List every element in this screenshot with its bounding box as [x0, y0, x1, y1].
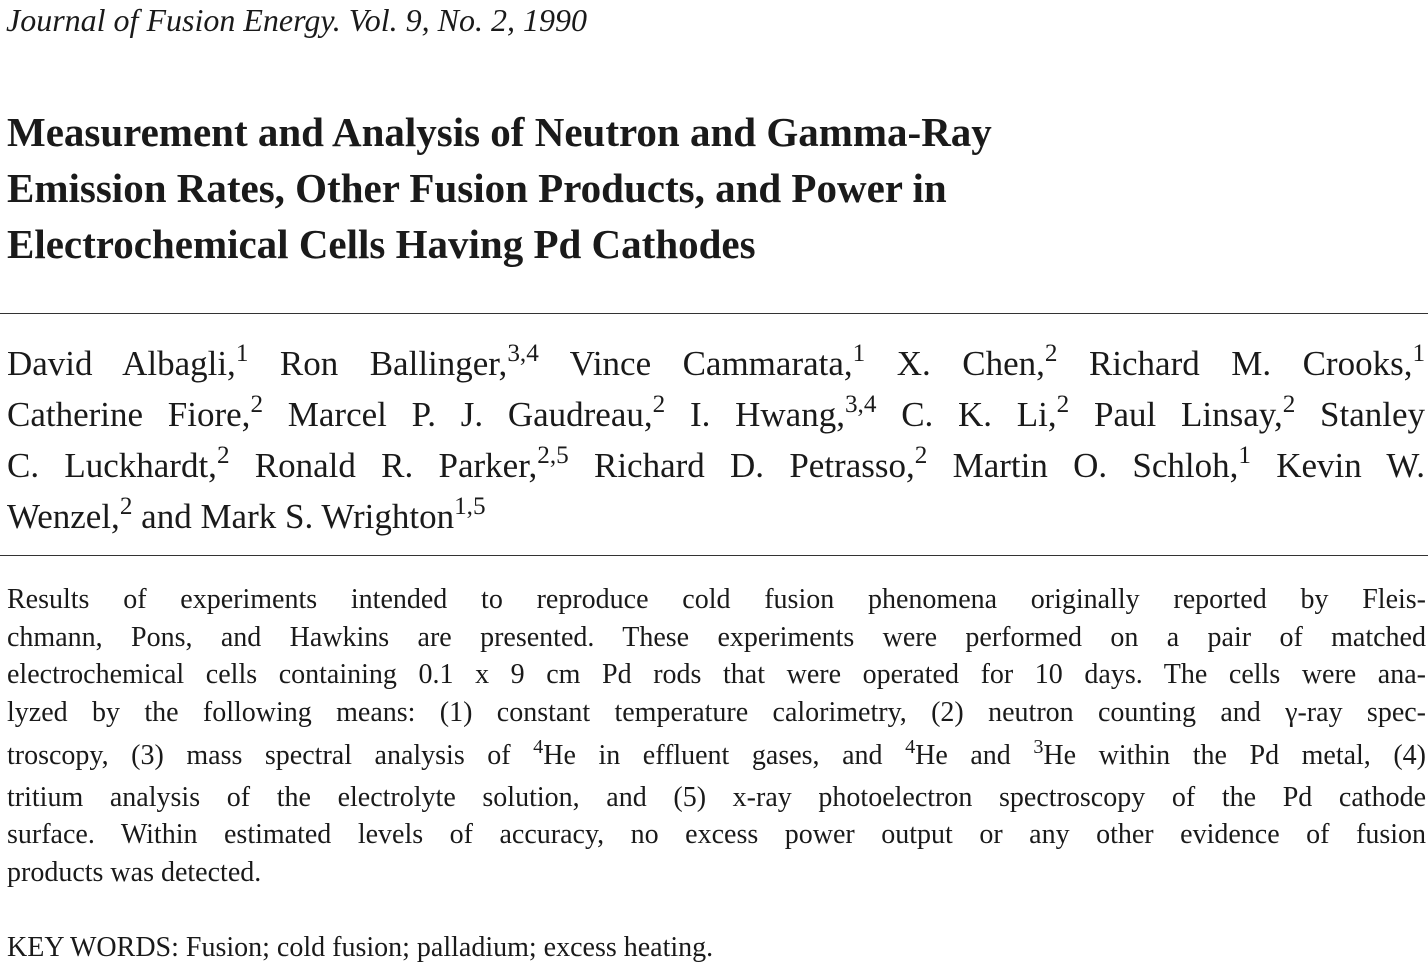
- author-name: Martin O. Schloh,: [952, 446, 1239, 485]
- author-name: Marcel P. J. Gaudreau,: [287, 395, 653, 434]
- author-name: Catherine Fiore,: [7, 395, 251, 434]
- author-name: X. Chen,: [896, 344, 1045, 383]
- author-name: C. Luckhardt,: [7, 446, 217, 485]
- author-name: Stanley: [1320, 395, 1426, 434]
- author-name: and Mark S. Wrighton: [141, 497, 455, 536]
- abstract-line: [7, 732, 1426, 779]
- affiliation-marker: 2: [119, 493, 133, 521]
- author-name: Richard M. Crooks,: [1088, 344, 1413, 383]
- abstract-line: electrochemical cells containing 0.1 x 9 cm Pd rods that were operated for 10 days. The cells were ana-: [7, 659, 1426, 691]
- author-line: [7, 491, 1425, 542]
- paper-title: [7, 104, 1407, 272]
- author-name: Ronald R. Parker,: [254, 446, 538, 485]
- abstract-line: Results of experiments intended to reproduce cold fusion phenomena originally reported by Fleis-: [7, 584, 1426, 615]
- affiliation-marker: 2: [914, 442, 928, 470]
- affiliation-marker: 2: [1056, 391, 1070, 419]
- keywords: KEY WORDS: Fusion; cold fusion; palladium; excess heating.: [7, 932, 714, 963]
- bottom-divider: [0, 555, 1428, 556]
- isotope-superscript: 3: [1033, 735, 1044, 758]
- affiliation-marker: 2: [250, 391, 264, 419]
- title-line: Measurement and Analysis of Neutron and Gamma-Ray: [7, 109, 992, 155]
- author-name: Vince Cammarata,: [569, 344, 853, 383]
- author-name: I. Hwang,: [689, 395, 845, 434]
- title-line: Electrochemical Cells Having Pd Cathodes: [7, 221, 756, 267]
- affiliation-marker: 3,4: [844, 391, 877, 419]
- author-name: Ron Ballinger,: [279, 344, 508, 383]
- author-name: Paul Linsay,: [1094, 395, 1283, 434]
- affiliation-marker: 1: [1238, 442, 1251, 470]
- abstract-line: lyzed by the following means: (1) constant temperature calorimetry, (2) neutron counting and γ-ray spec-: [7, 697, 1426, 729]
- affiliation-marker: 1: [1412, 340, 1426, 368]
- isotope-superscript: 4: [533, 735, 544, 758]
- author-line: [7, 389, 1425, 440]
- author-list: [7, 338, 1425, 542]
- abstract-line: chmann, Pons, and Hawkins are presented. These experiments were performed on a pair of matched: [7, 621, 1426, 653]
- affiliation-marker: 2: [652, 391, 666, 419]
- author-line: [7, 440, 1425, 491]
- author-name: C. K. Li,: [901, 395, 1057, 434]
- abstract-text: He and: [915, 739, 1034, 771]
- author-name: Richard D. Petrasso,: [593, 446, 915, 485]
- abstract-text: He within the Pd metal, (4): [1043, 739, 1427, 771]
- affiliation-marker: 3,4: [507, 340, 539, 368]
- isotope-superscript: 4: [905, 735, 916, 758]
- abstract: [7, 581, 1426, 892]
- affiliation-marker: 1: [235, 340, 249, 368]
- author-name: Wenzel,: [7, 497, 120, 536]
- affiliation-marker: 2: [1044, 340, 1058, 368]
- affiliation-marker: 2: [1282, 391, 1296, 419]
- abstract-text: troscopy, (3) mass spectral analysis of: [7, 739, 534, 771]
- author-name: David Albagli,: [7, 344, 236, 383]
- abstract-line: surface. Within estimated levels of accuracy, no excess power output or any other evidence of fusion: [7, 819, 1426, 851]
- journal-citation: Journal of Fusion Energy. Vol. 9, No. 2, 1990: [6, 2, 588, 38]
- affiliation-marker: 2: [216, 442, 230, 470]
- affiliation-marker: 1,5: [454, 493, 486, 521]
- author-name: Kevin W.: [1276, 446, 1425, 485]
- affiliation-marker: 1: [852, 340, 866, 368]
- abstract-line: tritium analysis of the electrolyte solution, and (5) x-ray photoelectron spectroscopy of the Pd cathode: [7, 781, 1426, 813]
- affiliation-marker: 2,5: [537, 442, 569, 470]
- abstract-line: products was detected.: [7, 857, 262, 889]
- author-line: [7, 338, 1425, 389]
- abstract-text: He in effluent gases, and: [543, 739, 906, 771]
- title-line: Emission Rates, Other Fusion Products, and Power in: [7, 165, 947, 211]
- top-divider: [0, 313, 1428, 314]
